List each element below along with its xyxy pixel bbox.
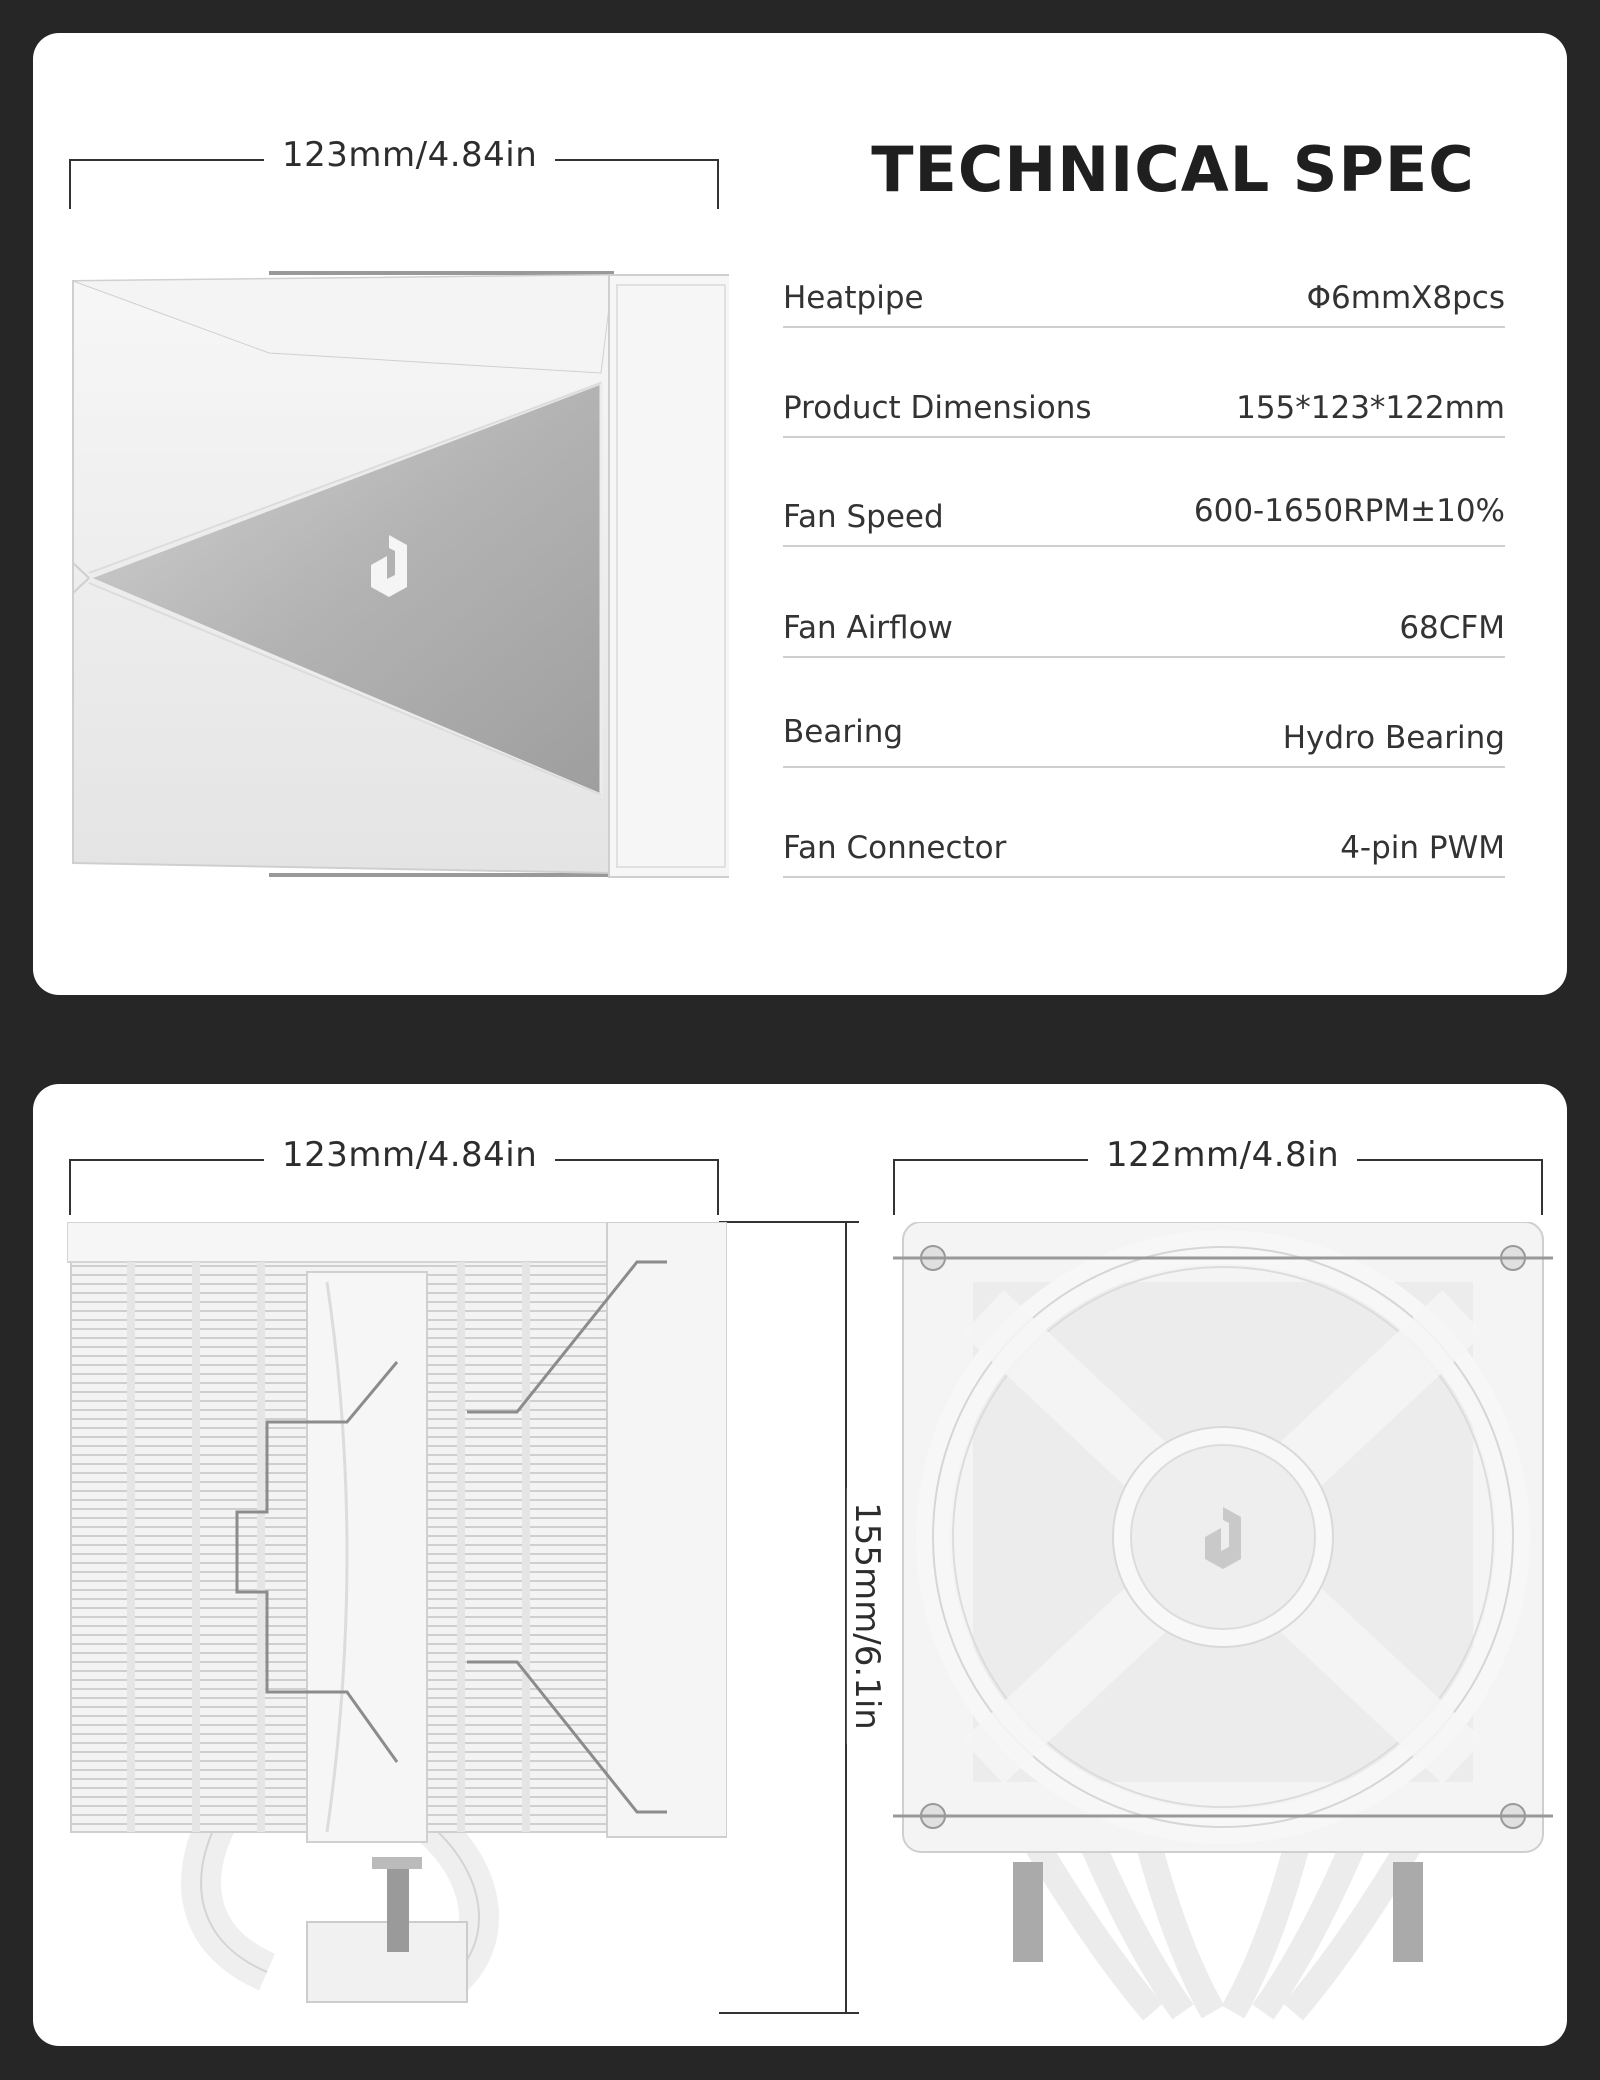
spec-value: 68CFM	[1399, 610, 1505, 646]
spec-label: Bearing	[783, 714, 904, 750]
spec-value: Hydro Bearing	[1282, 720, 1505, 756]
spec-row-dimensions	[783, 376, 1505, 438]
cooler-front-view-image	[893, 1222, 1553, 2022]
front-width-dimension	[893, 1135, 1543, 1219]
side-width-label: 123mm/4.84in	[264, 1135, 555, 1175]
spec-row-fan-speed	[783, 485, 1505, 547]
spec-label: Fan Airflow	[783, 610, 953, 646]
bottom-dimension-card	[33, 1084, 1567, 2046]
spec-value: Φ6mmX8pcs	[1306, 280, 1505, 316]
spec-title: TECHNICAL SPEC	[871, 133, 1475, 206]
spec-row-heatpipe	[783, 266, 1505, 328]
top-width-dimension	[69, 135, 719, 219]
spec-label: Product Dimensions	[783, 390, 1092, 426]
spec-row-airflow	[783, 596, 1505, 658]
cooler-top-view-image	[69, 233, 729, 923]
spec-row-connector	[783, 816, 1505, 878]
spec-value: 600-1650RPM±10%	[1193, 493, 1505, 529]
front-width-label: 122mm/4.8in	[1088, 1135, 1357, 1175]
top-width-label: 123mm/4.84in	[264, 135, 555, 175]
side-width-dimension	[69, 1135, 719, 1219]
spec-value: 155*123*122mm	[1236, 390, 1505, 426]
top-spec-card	[33, 33, 1567, 995]
height-label: 155mm/6.1in	[847, 1488, 887, 1744]
height-dimension	[719, 1221, 887, 2014]
spec-label: Fan Connector	[783, 830, 1007, 866]
cooler-side-view-image	[67, 1222, 727, 2022]
spec-value: 4-pin PWM	[1340, 830, 1505, 866]
spec-row-bearing	[783, 706, 1505, 768]
dimension-bracket	[719, 1221, 859, 2014]
spec-label: Heatpipe	[783, 280, 924, 316]
spec-label: Fan Speed	[783, 499, 944, 535]
